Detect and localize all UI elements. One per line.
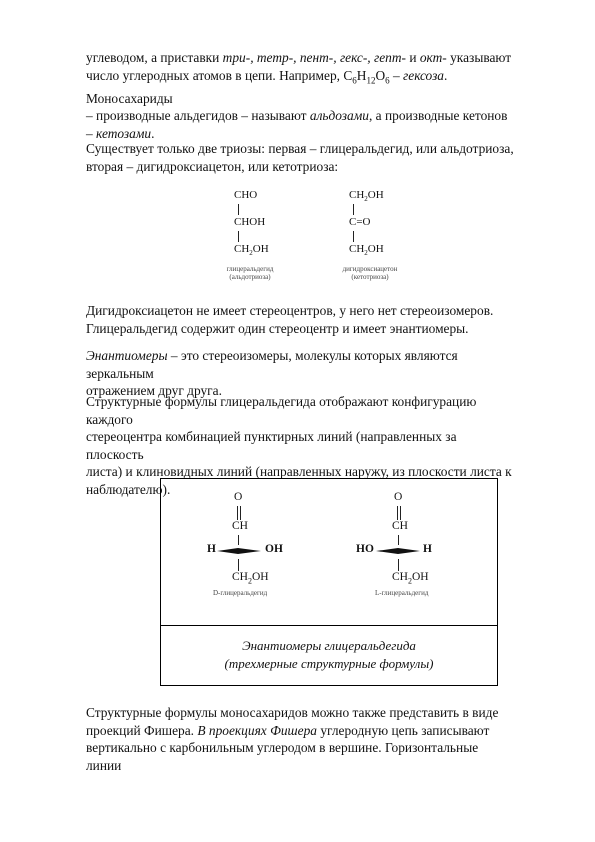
paragraph-enantiomers <box>86 347 516 400</box>
text-line: стереоцентра комбинацией пунктирных линий (направленных за плоскость <box>86 429 457 462</box>
text-line: отражением друг друга. <box>86 383 222 399</box>
l-wedge-bonds <box>376 545 422 557</box>
l-ho: HO <box>356 543 374 555</box>
dha-ch2oh-bottom: $CH_2OH$ <box>349 243 384 258</box>
text-line: Глицеральдегид содержит один стереоцентр и имеет энантиомеры. <box>86 320 469 336</box>
text-line: Энантиомеры – это стереоизомеры, молекулы которых являются зеркальным <box>86 348 458 381</box>
l-oxygen: O <box>394 491 403 503</box>
glyceraldehyde-choh: CHOH <box>234 216 266 228</box>
d-oxygen: O <box>234 491 243 503</box>
text-line: наблюдателю). <box>86 481 171 497</box>
l-double-bond <box>395 506 403 520</box>
text-line: проекций Фишера. В проекциях Фишера углеродную цепь записывают <box>86 722 490 738</box>
paragraph-trioses <box>86 140 516 175</box>
d-h: H <box>207 543 216 555</box>
l-h: H <box>423 543 432 555</box>
d-ch: CH <box>232 520 248 532</box>
text-line: – производные альдегидов – называют альдозами, а производные кетонов <box>86 108 508 124</box>
glyceraldehyde-ch2oh: $CH_2OH$ <box>234 243 269 258</box>
d-double-bond <box>235 506 243 520</box>
text-line: Дигидроксиацетон не имеет стереоцентров, у него нет стереоизомеров. <box>86 303 494 318</box>
dha-caption: дигидроксиацетон (кетотриоза) <box>342 265 398 281</box>
l-label: L-глицеральдегид <box>375 589 429 597</box>
figure-divider <box>161 625 497 626</box>
text-line: Структурные формулы моносахаридов можно также представить в виде <box>86 705 499 720</box>
paragraph-fischer <box>86 704 516 774</box>
bond-line <box>353 231 354 242</box>
l-ch2oh: $CH_2OH$ <box>392 571 429 586</box>
bond-line <box>238 231 239 242</box>
d-wedge-bonds <box>217 545 263 557</box>
text-line: углеводом, а приставки три-, тетр-, пент-, гекс-, гепт- и окт- указывают <box>86 50 512 65</box>
d-oh: OH <box>265 543 283 555</box>
text-line: вертикально с карбонильным углеродом в вершине. Горизонтальные линии <box>86 740 479 773</box>
bond-line <box>238 559 239 571</box>
figure-caption: Энантиомеры глицеральдегида (трехмерные структурные формулы) <box>224 638 434 671</box>
bond-line <box>398 535 399 545</box>
enantiomer-figure <box>160 478 498 686</box>
d-label: D-глицеральдегид <box>213 589 268 597</box>
dha-ch2oh-top: $CH_2OH$ <box>349 189 384 204</box>
glyceraldehyde-caption: глицеральдегид (альдотриоза) <box>226 265 274 281</box>
text-line: число углеродных атомов в цепи. Например, $C_6H_{12}O_6$ – гексоза. Моносахариды <box>86 67 448 106</box>
paragraph-nomenclature <box>86 49 516 143</box>
dha-co: C=O <box>349 216 371 228</box>
bond-line <box>398 559 399 571</box>
text-line: листа) и клиновидных линий (направленных наружу, из плоскости листа к <box>86 464 512 480</box>
text-line: Существует только две триозы: первая – глицеральдегид, или альдотриоза, <box>86 141 514 156</box>
text-line: Структурные формулы глицеральдегида отображают конфигурацию каждого <box>86 394 477 427</box>
bond-line <box>238 535 239 545</box>
bond-line <box>238 204 239 215</box>
bond-line <box>353 204 354 215</box>
text-line: вторая – дигидроксиацетон, или кетотриоза: <box>86 158 339 174</box>
glyceraldehyde-cho: CHO <box>234 189 258 201</box>
text-line: – кетозами. <box>86 126 155 142</box>
d-ch2oh: $CH_2OH$ <box>232 571 269 586</box>
paragraph-stereocenters <box>86 302 516 337</box>
l-ch: CH <box>392 520 408 532</box>
